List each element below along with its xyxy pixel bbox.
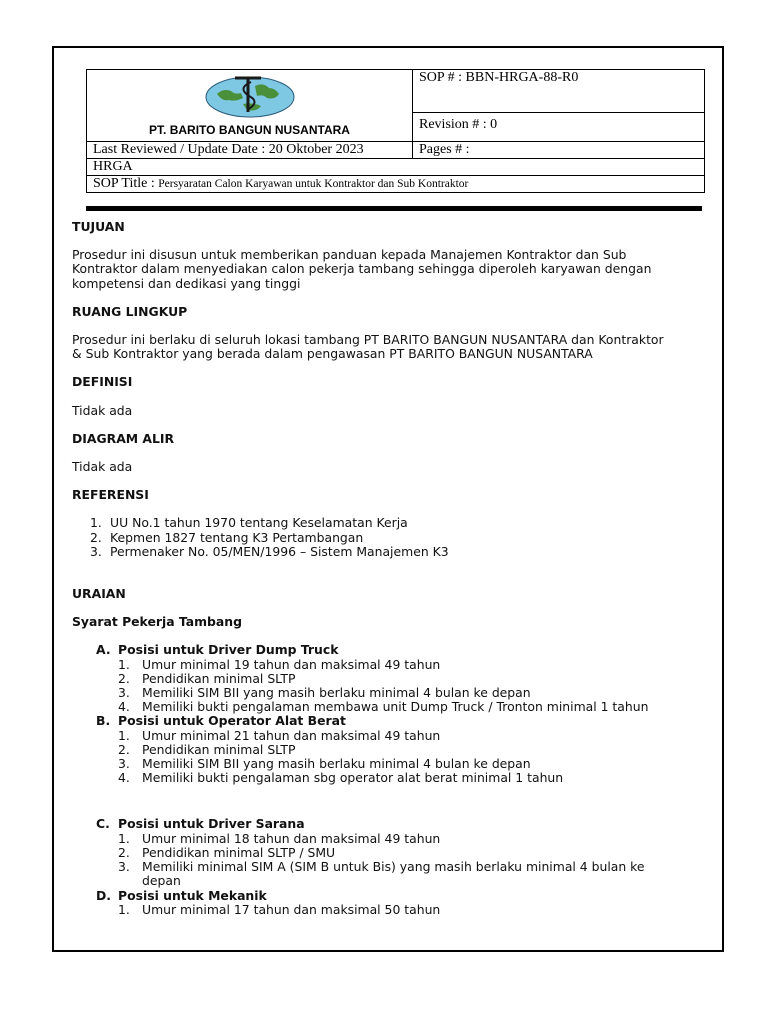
document-body [72,220,712,917]
list-item: 3. Memiliki minimal SIM A (SIM B untuk Bis) yang masih berlaku minimal 4 bulan ke depan [118,859,645,889]
last-reviewed-cell [87,142,413,159]
list-item: 3. Memiliki SIM BII yang masih berlaku minimal 4 bulan ke depan [118,685,531,701]
list-item: 2. Kepmen 1827 tentang K3 Pertambangan [90,529,364,545]
sop-title-label: SOP Title : [93,176,159,191]
section-heading-tujuan: TUJUAN [72,219,125,234]
section-heading-referensi: REFERENSI [72,487,149,503]
category-a-title: A. Posisi untuk Driver Dump Truck [96,642,339,658]
sop-number: SOP # : BBN-HRGA-88-R0 [419,70,579,85]
category-c-title: C. Posisi untuk Driver Sarana [96,816,305,832]
list-item: 4. Memiliki bukti pengalaman membawa unit Dump Truck / Tronton minimal 1 tahun [118,699,649,715]
section-heading-ruang-lingkup: RUANG LINGKUP [72,303,188,319]
sop-header-table [86,69,705,193]
list-item: 3. Permenaker No. 05/MEN/1996 – Sistem Manajemen K3 [90,543,449,559]
last-reviewed-date: Last Reviewed / Update Date : 20 Oktober 2023 [93,142,364,157]
list-item: 3. Memiliki SIM BII yang masih berlaku minimal 4 bulan ke depan [118,756,531,772]
list-item: 1. Umur minimal 21 tahun dan maksimal 49 tahun [118,727,441,743]
section-heading-diagram-alir: DIAGRAM ALIR [72,430,175,446]
diagram-text: Tidak ada [72,459,133,475]
revision-cell [413,113,705,142]
sop-title-cell [87,176,705,193]
sop-title-value: Persyaratan Calon Karyawan untuk Kontraktor dan Sub Kontraktor [158,178,469,190]
department-cell [87,159,705,176]
referensi-list [72,516,712,559]
list-item: 1. Umur minimal 18 tahun dan maksimal 49 tahun [118,830,441,846]
tujuan-line-2: Kontraktor dalam menyediakan calon pekerja tambang sehingga diperoleh karyawan dengan [72,261,652,277]
list-item: 1. Umur minimal 19 tahun dan maksimal 49 tahun [118,656,441,672]
list-item: 2. Pendidikan minimal SLTP / SMU [118,844,336,860]
list-item: 4. Memiliki bukti pengalaman sbg operator alat berat minimal 1 tahun [118,770,564,786]
revision-number: Revision # : 0 [419,117,498,132]
ruang-line-2: & Sub Kontraktor yang berada dalam pengawasan PT BARITO BANGUN NUSANTARA [72,346,593,362]
sop-number-cell [413,70,705,113]
list-item: 1. UU No.1 tahun 1970 tentang Keselamatan Kerja [90,515,408,531]
list-item: 2. Pendidikan minimal SLTP [118,670,296,686]
list-item: 1. Umur minimal 17 tahun dan maksimal 50 tahun [118,901,441,917]
definisi-text: Tidak ada [72,402,133,418]
category-b-list [72,729,712,786]
category-c-list [72,832,712,889]
department: HRGA [93,159,133,174]
header-separator [86,206,702,211]
company-logo-icon [203,72,297,120]
category-d-title: D. Posisi untuk Mekanik [96,887,267,903]
syarat-heading: Syarat Pekerja Tambang [72,614,242,630]
pages-label: Pages # : [419,142,470,157]
logo-cell [87,70,413,142]
company-name: PT. BARITO BANGUN NUSANTARA [149,123,350,137]
ruang-line-1: Prosedur ini berlaku di seluruh lokasi tambang PT BARITO BANGUN NUSANTARA dan Kontraktor [72,332,664,348]
section-heading-definisi: DEFINISI [72,374,133,390]
pages-cell [413,142,705,159]
category-d-list [72,903,712,917]
tujuan-line-3: kompetensi dan dedikasi yang tinggi [72,275,301,291]
tujuan-line-1: Prosedur ini disusun untuk memberikan panduan kepada Manajemen Kontraktor dan Sub [72,247,627,263]
section-heading-uraian: URAIAN [72,586,126,602]
category-b-title: B. Posisi untuk Operator Alat Berat [96,713,346,729]
document-page [52,46,724,952]
category-a-list [72,658,712,715]
list-item: 2. Pendidikan minimal SLTP [118,741,296,757]
